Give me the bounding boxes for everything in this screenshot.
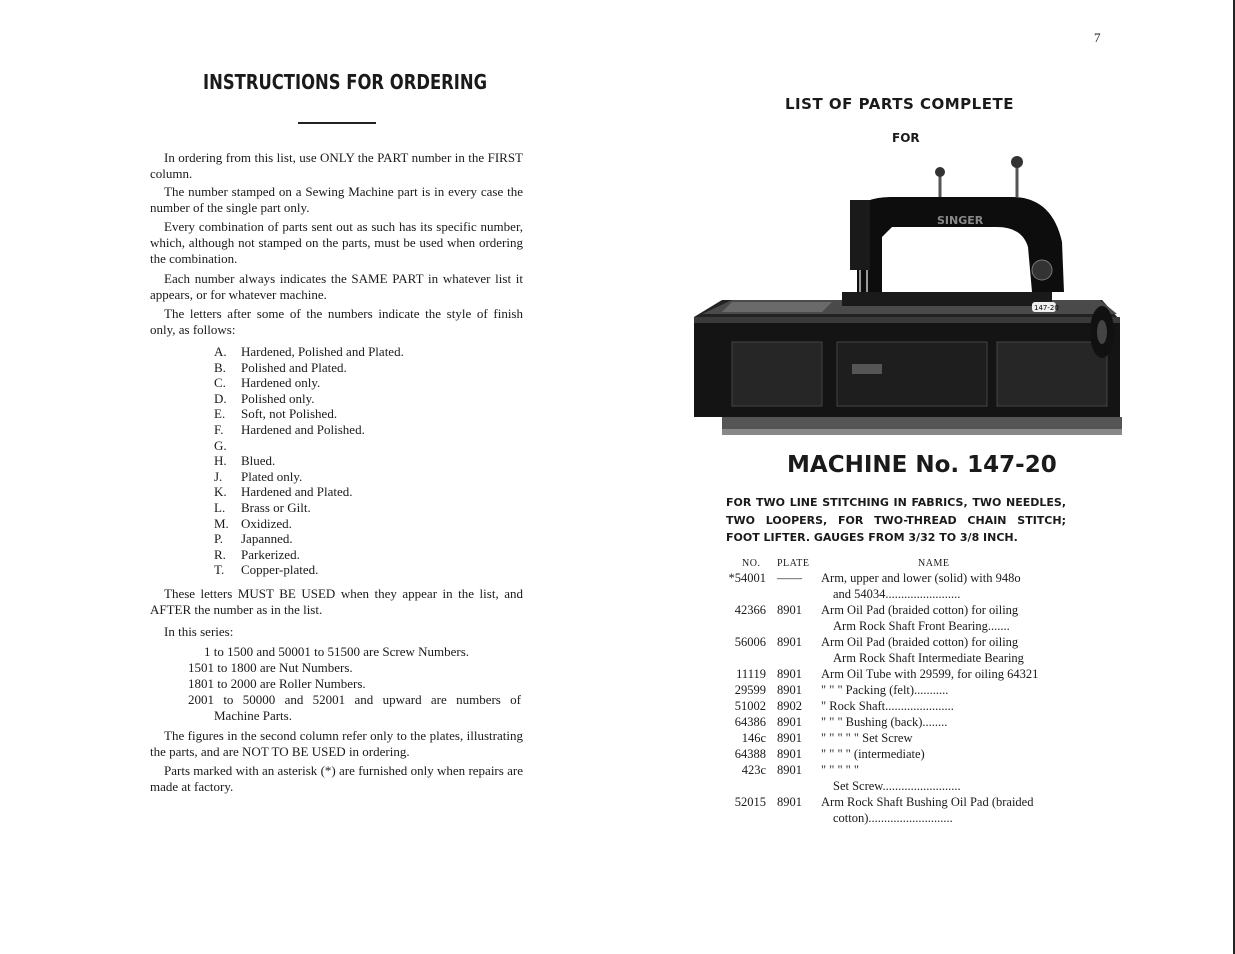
plate-number: 8901 <box>777 603 802 617</box>
part-name: " " " Bushing (back)........ <box>821 715 948 729</box>
parts-row <box>722 794 1067 810</box>
part-number: 52015 <box>734 795 766 809</box>
finish-text: Brass or Gilt. <box>241 499 311 515</box>
parts-row-continuation <box>722 810 1067 826</box>
part-name-continuation: Arm Rock Shaft Front Bearing....... <box>833 619 1010 633</box>
finish-letter: A. <box>214 344 227 359</box>
finish-letter: E. <box>214 406 226 422</box>
finish-text: Hardened and Polished. <box>241 421 365 437</box>
finish-letter: M. <box>214 515 229 531</box>
parts-row <box>722 602 1067 618</box>
part-name: Arm Oil Pad (braided cotton) for oiling <box>821 603 1019 617</box>
parts-row-continuation <box>722 618 1067 634</box>
finish-item <box>214 453 404 469</box>
plate-number: 8901 <box>777 683 802 697</box>
plate-number: 8902 <box>777 699 802 713</box>
finish-item <box>214 562 404 578</box>
part-name-continuation: and 54034........................ <box>833 587 961 601</box>
series-line: 2001 to 50000 and 52001 and upward are numbers of <box>188 692 521 707</box>
finish-text: Polished only. <box>241 390 315 406</box>
finish-item <box>214 391 404 407</box>
parts-row <box>722 682 1067 698</box>
series-line: 1 to 1500 and 50001 to 51500 are Screw Numbers. <box>204 644 470 659</box>
finish-letter: R. <box>214 546 226 562</box>
part-number: *54001 <box>728 571 766 585</box>
col-header-plate: PLATE <box>777 558 810 569</box>
parts-row <box>722 746 1067 762</box>
finish-item <box>214 360 404 376</box>
paragraph-4: Each number always indicates the SAME PART in whatever list it appears, or for whatever machine. <box>150 271 523 302</box>
finish-letter: J. <box>214 468 223 484</box>
series-line: 1501 to 1800 are Nut Numbers. <box>188 660 353 675</box>
part-name: " " " " " <box>821 763 860 777</box>
parts-row <box>722 570 1067 586</box>
plate-number: 8901 <box>777 667 802 681</box>
plate-number: —— <box>777 571 802 585</box>
parts-row-continuation <box>722 586 1067 602</box>
part-name: Arm Oil Pad (braided cotton) for oiling <box>821 635 1019 649</box>
part-number: 56006 <box>734 635 766 649</box>
finish-text: Oxidized. <box>241 515 292 531</box>
part-number: 64386 <box>734 715 766 729</box>
finish-item <box>214 547 404 563</box>
finish-letter: L. <box>214 499 226 515</box>
finish-item <box>214 484 404 500</box>
part-name: " " " " " Set Screw <box>821 731 913 745</box>
plate-number: 8901 <box>777 731 802 745</box>
part-name: Arm, upper and lower (solid) with 948o <box>821 571 1021 585</box>
part-number: 29599 <box>734 683 766 697</box>
finish-text: Hardened only. <box>241 375 321 391</box>
part-name-continuation: cotton)........................... <box>833 811 953 825</box>
finish-item <box>214 422 404 438</box>
finish-list <box>214 344 404 578</box>
part-name: " Rock Shaft...................... <box>821 699 954 713</box>
plate-number: 8901 <box>777 795 802 809</box>
finish-letter: P. <box>214 531 224 547</box>
parts-row-continuation <box>722 778 1067 794</box>
part-number: 11119 <box>736 667 766 681</box>
parts-row <box>722 698 1067 714</box>
series-line: Machine Parts. <box>214 708 292 723</box>
finish-text: Blued. <box>241 453 276 469</box>
finish-text: Polished and Plated. <box>241 359 347 375</box>
finish-letter: C. <box>214 375 226 391</box>
sewing-machine-illustration <box>692 152 1122 438</box>
col-header-name: NAME <box>918 558 950 569</box>
part-number: 64388 <box>734 747 766 761</box>
parts-row <box>722 634 1067 650</box>
parts-list-heading: LIST OF PARTS COMPLETE <box>785 95 1014 113</box>
part-number: 423c <box>741 763 766 777</box>
finish-text: Parkerized. <box>241 546 300 562</box>
finish-item <box>214 375 404 391</box>
part-number: 146c <box>741 731 766 745</box>
parts-row <box>722 762 1067 778</box>
parts-table <box>722 570 1067 826</box>
finish-item <box>214 531 404 547</box>
figures-note: The figures in the second column refer only to the plates, illustrating the parts, and are NOT TO BE USED in ordering. <box>150 728 523 759</box>
paragraph-2: The number stamped on a Sewing Machine part is in every case the number of the single part only. <box>150 184 523 215</box>
finish-text: Hardened and Plated. <box>241 484 353 500</box>
plate-number: 8901 <box>777 635 802 649</box>
finish-letter: F. <box>214 421 224 437</box>
letters-note: These letters MUST BE USED when they appear in the list, and AFTER the number as in the list. <box>150 586 523 617</box>
parts-row <box>722 714 1067 730</box>
finish-item <box>214 469 404 485</box>
plate-number: 8901 <box>777 715 802 729</box>
finish-letter: H. <box>214 453 227 469</box>
page-number: 7 <box>1094 30 1101 45</box>
finish-item <box>214 406 404 422</box>
part-name: " " " " (intermediate) <box>821 747 925 761</box>
finish-letter: K. <box>214 484 227 500</box>
instructions-title: INSTRUCTIONS FOR ORDERING <box>203 70 488 94</box>
plate-number: 8901 <box>777 763 802 777</box>
finish-letter: T. <box>214 562 225 578</box>
finish-item <box>214 438 404 454</box>
series-line: 1801 to 2000 are Roller Numbers. <box>188 676 366 691</box>
asterisk-note: Parts marked with an asterisk (*) are furnished only when repairs are made at factory. <box>150 763 523 794</box>
title-divider <box>298 122 376 124</box>
series-list <box>188 644 521 724</box>
machine-title: MACHINE No. 147-20 <box>787 452 1057 478</box>
finish-text: Japanned. <box>241 531 293 547</box>
finish-text: Soft, not Polished. <box>241 406 338 422</box>
finish-letter: D. <box>214 390 227 406</box>
finish-item <box>214 500 404 516</box>
machine-description: FOR TWO LINE STITCHING IN FABRICS, TWO NEEDLES, TWO LOOPERS, FOR TWO-THREAD CHAIN STITCH; FOOT LIFTER. GAUGES FROM 3/32 TO 3/8 INCH. <box>726 496 1066 544</box>
part-name: " " " Packing (felt)........... <box>821 683 949 697</box>
part-name-continuation: Set Screw......................... <box>833 779 961 793</box>
finish-item <box>214 516 404 532</box>
paragraph-3: Every combination of parts sent out as such has its specific number, which, although not stamped on the parts, must be used when ordering the combination. <box>150 219 523 266</box>
col-header-no: NO. <box>742 558 761 569</box>
parts-row-continuation <box>722 650 1067 666</box>
parts-row <box>722 730 1067 746</box>
paragraph-5: The letters after some of the numbers indicate the style of finish only, as follows: <box>150 306 523 337</box>
finish-letter: B. <box>214 359 226 375</box>
part-number: 51002 <box>734 699 766 713</box>
part-name: Arm Oil Tube with 29599, for oiling 64321 <box>821 667 1039 681</box>
plate-number: 8901 <box>777 747 802 761</box>
finish-text: Plated only. <box>241 468 303 484</box>
part-name-continuation: Arm Rock Shaft Intermediate Bearing <box>833 651 1024 665</box>
model-badge: 147-20 <box>1034 304 1059 312</box>
finish-text: Hardened, Polished and Plated. <box>241 344 404 359</box>
finish-text: Copper-plated. <box>241 562 319 578</box>
part-name: Arm Rock Shaft Bushing Oil Pad (braided <box>821 795 1034 809</box>
finish-item <box>214 344 404 360</box>
brand-decal: SINGER <box>937 214 984 227</box>
parts-row <box>722 666 1067 682</box>
for-label: FOR <box>892 131 920 145</box>
part-number: 42366 <box>734 603 766 617</box>
paragraph-1: In ordering from this list, use ONLY the PART number in the FIRST column. <box>150 150 523 181</box>
finish-letter: G. <box>214 437 227 453</box>
series-intro: In this series: <box>164 624 234 639</box>
